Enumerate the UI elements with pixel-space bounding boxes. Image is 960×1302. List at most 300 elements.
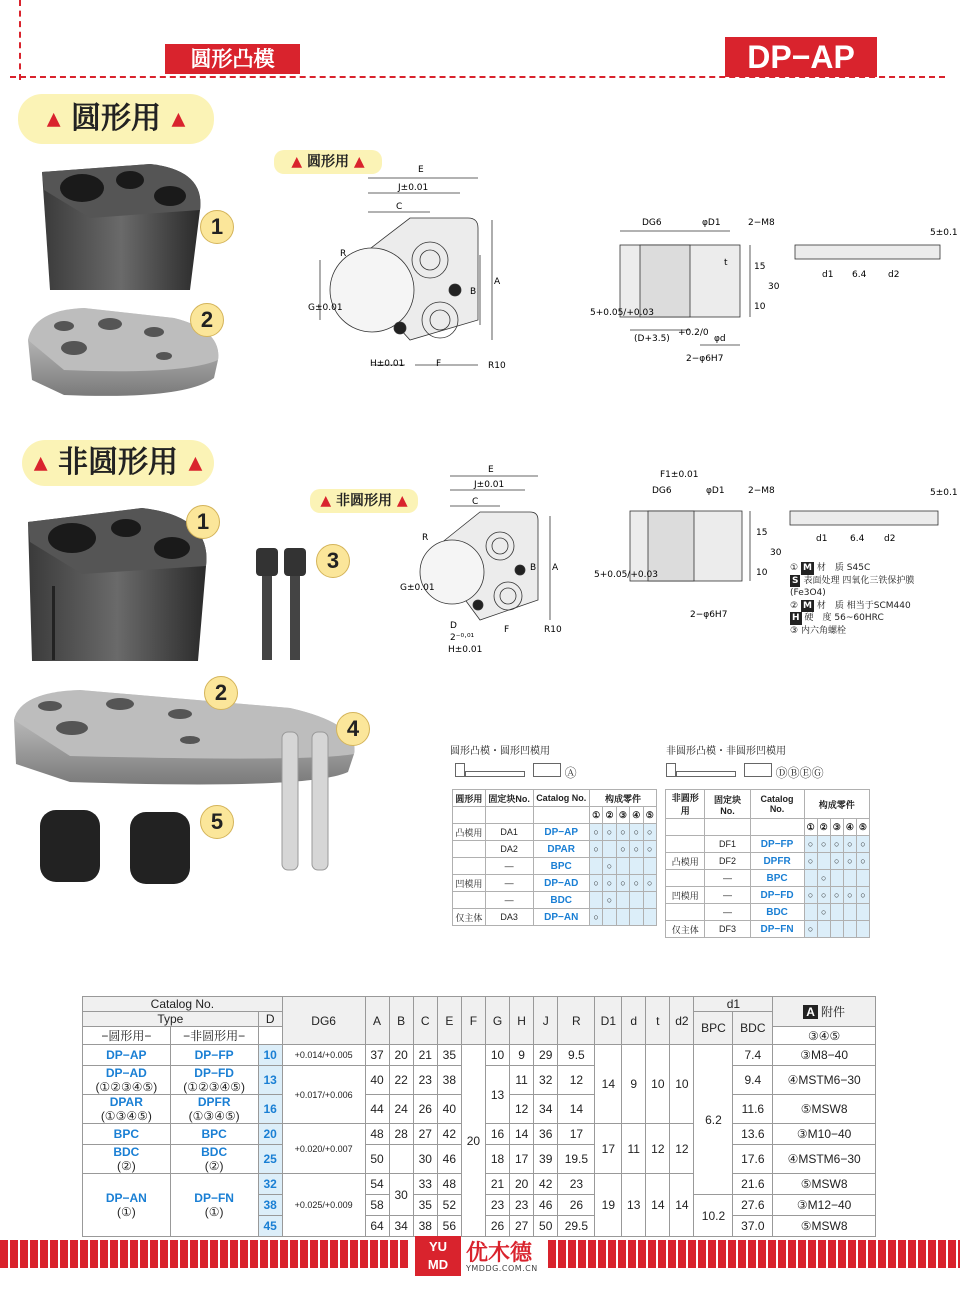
spec-G: 10 <box>485 1045 509 1066</box>
spec-d2: 12 <box>670 1124 694 1174</box>
round-catalog: BPC <box>533 858 589 875</box>
spec-d: 16 <box>258 1095 282 1124</box>
dim-G-nr: G±0.01 <box>400 583 435 593</box>
nonround-catalog: BPC <box>750 870 804 887</box>
spec-A: 50 <box>365 1145 389 1174</box>
type-sub: (①②③④⑤) <box>183 1080 246 1094</box>
nonround-mark: ○ <box>817 904 830 921</box>
spec-B: 34 <box>389 1216 413 1237</box>
nonround-mark: ○ <box>843 853 856 870</box>
footer-stripe-left <box>0 1240 408 1268</box>
section-round-title <box>18 94 214 144</box>
dim-F-nr: F <box>504 625 510 635</box>
attachment-a-icon: A <box>803 1005 818 1019</box>
dim-tol: +0.2/0 <box>678 328 709 338</box>
parts-header-row <box>453 790 657 807</box>
round-mark <box>603 841 616 858</box>
section-round-text: 圆形用 <box>71 101 161 136</box>
type-sub: (①) <box>116 1205 136 1219</box>
round-catalog: DPAR <box>533 841 589 858</box>
nonround-mark: ○ <box>804 921 817 938</box>
attach-label: 附件 <box>820 1005 845 1019</box>
dim-F: F <box>436 359 442 369</box>
nonround-block: DF1 <box>705 836 750 853</box>
round-row <box>453 875 657 892</box>
round-group: 凹模用 <box>453 875 486 892</box>
type-name: BDC <box>113 1145 140 1159</box>
badge-2: 2 <box>190 303 224 337</box>
nonround-block: DF2 <box>705 853 750 870</box>
spec-d: 38 <box>258 1195 282 1216</box>
dim-2-nr: 2⁻⁰·⁰¹ <box>450 633 475 643</box>
spec-C: 30 <box>413 1145 437 1174</box>
attach-sub: ③④⑤ <box>773 1027 876 1045</box>
spec-bdc: 11.6 <box>733 1095 773 1124</box>
type-nonround <box>170 1145 258 1174</box>
badge-1: 1 <box>200 210 234 244</box>
spec-E: 48 <box>437 1174 461 1195</box>
spec-bpc: 6.2 <box>694 1045 733 1195</box>
dim-G: G±0.01 <box>308 303 343 313</box>
nonround-mark <box>856 921 869 938</box>
round-row <box>453 841 657 858</box>
spec-A: 64 <box>365 1216 389 1237</box>
type-name: BPC <box>113 1127 139 1141</box>
triangle-icon: ▲ <box>171 108 186 130</box>
dim-D35: (D+3.5) <box>634 334 670 344</box>
nonround-mark: ○ <box>830 853 843 870</box>
dim-R10-nr: R10 <box>544 625 562 635</box>
product-code: DP−AP <box>725 37 877 77</box>
spec-attach: ③M8−40 <box>773 1045 876 1066</box>
spec-H: 17 <box>510 1145 534 1174</box>
dim-5-01: 5±0.1 <box>930 228 958 238</box>
dim-J: J±0.01 <box>398 183 429 193</box>
nonround-group <box>666 904 705 921</box>
dim-E-nr: E <box>488 465 494 475</box>
nonround-punch-symbol: ⒹⒷⒺⒼ <box>666 763 866 785</box>
round-mark <box>630 858 643 875</box>
type-sub: (②) <box>116 1159 136 1173</box>
spec-row <box>83 1045 876 1066</box>
spec-E: 38 <box>437 1066 461 1095</box>
spec-R: 26 <box>558 1195 595 1216</box>
spec-attach: ④MSTM6−30 <box>773 1145 876 1174</box>
nonround-part-col: ⑤ <box>856 819 869 836</box>
spec-C: 27 <box>413 1124 437 1145</box>
spec-col-B: B <box>389 997 413 1045</box>
material-note-value: 相当于SCM440 <box>846 600 911 611</box>
spec-C: 26 <box>413 1095 437 1124</box>
spec-J: 50 <box>534 1216 558 1237</box>
nonround-group: 凹模用 <box>666 887 705 904</box>
nonround-part-col: ② <box>817 819 830 836</box>
round-mark: ○ <box>630 875 643 892</box>
round-mark: ○ <box>630 824 643 841</box>
dim-E: E <box>418 165 424 175</box>
round-mark <box>616 858 629 875</box>
type-name: BPC <box>201 1127 227 1141</box>
round-mark <box>630 892 643 909</box>
blank <box>666 819 705 836</box>
nonround-mark <box>843 870 856 887</box>
spec-bpc-header: BPC <box>694 1012 733 1045</box>
diagram-round-label: ▲ 圆形用 ▲ <box>274 150 382 174</box>
nonround-mark: ○ <box>804 836 817 853</box>
spec-bdc: 27.6 <box>733 1195 773 1216</box>
round-mark <box>643 909 656 926</box>
type-sub: (①②③④⑤) <box>95 1080 158 1094</box>
nonround-mark: ○ <box>804 853 817 870</box>
spec-bdc: 37.0 <box>733 1216 773 1237</box>
round-col-group: 圆形用 <box>453 790 486 807</box>
round-part-col: ④ <box>630 807 643 824</box>
brand-name: 优木德 <box>466 1241 533 1266</box>
spec-bdc-header: BDC <box>733 1012 773 1045</box>
round-mark <box>643 858 656 875</box>
nonround-mark: ○ <box>843 836 856 853</box>
blank <box>533 807 589 824</box>
spec-bdc: 13.6 <box>733 1124 773 1145</box>
round-mark: ○ <box>616 841 629 858</box>
material-note-row <box>790 562 950 575</box>
spec-H: 20 <box>510 1174 534 1195</box>
nonround-block: — <box>705 887 750 904</box>
material-note-value: S45C <box>846 563 871 573</box>
dim-M8-nr: 2−M8 <box>748 486 775 496</box>
type-nonround <box>170 1045 258 1066</box>
round-mark: ○ <box>603 824 616 841</box>
dim-10: 10 <box>754 302 766 312</box>
parts-table-nonround <box>665 789 870 938</box>
dim-5-01-nr: 5±0.1 <box>930 488 958 498</box>
nonround-mark <box>843 904 856 921</box>
spec-col-G: G <box>485 997 509 1045</box>
spec-table <box>82 996 876 1237</box>
dim-J-nr: J±0.01 <box>474 480 505 490</box>
triangle-icon: ▲ <box>33 452 48 474</box>
spec-bdc: 7.4 <box>733 1045 773 1066</box>
nonround-row <box>666 870 870 887</box>
spec-E: 56 <box>437 1216 461 1237</box>
spec-bdc: 21.6 <box>733 1174 773 1195</box>
spec-J: 36 <box>534 1124 558 1145</box>
nonround-catalog: DP−FN <box>750 921 804 938</box>
dim-phi6: 2−φ6H7 <box>686 354 724 364</box>
spec-dg6: +0.025/+0.009 <box>282 1174 365 1237</box>
spec-J: 42 <box>534 1174 558 1195</box>
round-row <box>453 909 657 926</box>
type-sub: (①③④⑤) <box>188 1109 240 1123</box>
dowel-pin-image <box>276 728 340 874</box>
spec-D1: 14 <box>595 1045 622 1124</box>
material-s-icon: S <box>792 575 799 586</box>
nonround-mark <box>804 904 817 921</box>
round-mark <box>630 909 643 926</box>
category-tag: 圆形凸模 <box>165 44 300 74</box>
dim-A-nr: A <box>552 563 559 573</box>
material-note-label: 表面处理 <box>803 575 843 586</box>
type-sub: (①) <box>204 1205 224 1219</box>
nonround-group <box>666 836 705 853</box>
dim-5-tol: 5+0.05/+0.03 <box>590 308 654 318</box>
spec-d: 11 <box>622 1124 646 1174</box>
spec-R: 19.5 <box>558 1145 595 1174</box>
set-screw-image <box>30 800 210 890</box>
material-note-value: 56~60HRC <box>834 613 884 623</box>
material-m-icon: M <box>802 563 812 573</box>
spec-d-header: D <box>258 1012 282 1027</box>
round-catalog: BDC <box>533 892 589 909</box>
spec-H: 11 <box>510 1066 534 1095</box>
nonround-part-col: ④ <box>843 819 856 836</box>
nonround-row <box>666 904 870 921</box>
spec-D1: 19 <box>595 1174 622 1237</box>
spec-col-R: R <box>558 997 595 1045</box>
material-note-label: 材 质 <box>816 600 847 611</box>
side-view-drawing-round <box>590 205 958 375</box>
spec-d: 20 <box>258 1124 282 1145</box>
nonround-group: 仅主体 <box>666 921 705 938</box>
nonround-catalog: DPFR <box>750 853 804 870</box>
spec-bpc: 10.2 <box>694 1195 733 1237</box>
spec-D1: 17 <box>595 1124 622 1174</box>
nonround-row <box>666 853 870 870</box>
spec-E: 46 <box>437 1145 461 1174</box>
badge-2-nonround: 2 <box>204 676 238 710</box>
spec-d: 32 <box>258 1174 282 1195</box>
round-row <box>453 824 657 841</box>
dim-d1: d1 <box>822 270 834 280</box>
spec-B: 28 <box>389 1124 413 1145</box>
nonround-mark <box>856 904 869 921</box>
spec-G: 23 <box>485 1195 509 1216</box>
spec-t: 10 <box>646 1045 670 1124</box>
nonround-mark: ○ <box>843 887 856 904</box>
nonround-mark <box>830 921 843 938</box>
diagram-nonround-label: ▲ 非圆形用 ▲ <box>310 489 418 513</box>
nonround-mark <box>856 870 869 887</box>
round-block: DA2 <box>485 841 533 858</box>
type-round <box>83 1124 171 1145</box>
type-name: DP−FP <box>194 1048 234 1062</box>
spec-C: 21 <box>413 1045 437 1066</box>
dim-R: R <box>340 249 347 259</box>
spec-col-d: d <box>622 997 646 1045</box>
spec-E: 52 <box>437 1195 461 1216</box>
material-note-row <box>790 625 950 638</box>
dim-d2: d2 <box>888 270 900 280</box>
spec-R: 23 <box>558 1174 595 1195</box>
spec-B: 22 <box>389 1066 413 1095</box>
dim-C-nr: C <box>472 497 479 507</box>
nonround-mark: ○ <box>804 887 817 904</box>
spec-F: 20 <box>461 1045 485 1237</box>
spec-R: 9.5 <box>558 1045 595 1066</box>
spec-d: 45 <box>258 1216 282 1237</box>
nonround-mark: ○ <box>856 836 869 853</box>
nonround-catalog: BDC <box>750 904 804 921</box>
spec-H: 14 <box>510 1124 534 1145</box>
corner-mark-vertical <box>19 0 21 80</box>
spec-C: 33 <box>413 1174 437 1195</box>
dim-A: A <box>494 277 501 287</box>
spec-G: 13 <box>485 1066 509 1124</box>
type-name: BDC <box>201 1145 228 1159</box>
spec-G: 18 <box>485 1145 509 1174</box>
spec-attach: ⑤MSW8 <box>773 1174 876 1195</box>
spec-E: 42 <box>437 1124 461 1145</box>
brand-logo: YU MD <box>415 1236 461 1276</box>
badge-5: 5 <box>200 805 234 839</box>
round-mark: ○ <box>589 824 602 841</box>
dim-B: B <box>470 287 477 297</box>
dim-F1: F1±0.01 <box>660 470 699 480</box>
nonround-mark: ○ <box>830 836 843 853</box>
spec-bdc: 9.4 <box>733 1066 773 1095</box>
round-group <box>453 892 486 909</box>
round-row <box>453 892 657 909</box>
material-note-num: ③ <box>790 625 801 636</box>
blank <box>453 807 486 824</box>
material-m-icon: M <box>802 600 812 611</box>
round-type-label: −圆形用− <box>83 1027 171 1045</box>
type-name: DP−AD <box>105 1066 147 1080</box>
dim-B-nr: B <box>530 563 537 573</box>
type-name: DP−AP <box>106 1048 147 1062</box>
material-note-row <box>790 575 950 600</box>
type-name: DP−AN <box>105 1191 147 1205</box>
nonround-row <box>666 887 870 904</box>
dim-R-nr: R <box>422 533 429 543</box>
footer-stripe-right <box>548 1240 960 1268</box>
round-mark: ○ <box>589 875 602 892</box>
badge-3: 3 <box>316 544 350 578</box>
nonround-mark: ○ <box>856 887 869 904</box>
type-sub: (②) <box>204 1159 224 1173</box>
spec-G: 16 <box>485 1124 509 1145</box>
round-mark <box>643 892 656 909</box>
spec-H: 12 <box>510 1095 534 1124</box>
triangle-icon: ▲ <box>188 452 203 474</box>
round-col-parts: 构成零件 <box>589 790 656 807</box>
round-mark <box>616 892 629 909</box>
spec-B <box>389 1145 413 1174</box>
badge-4: 4 <box>336 712 370 746</box>
spec-R: 29.5 <box>558 1216 595 1237</box>
dim-phiD1-nr: φD1 <box>706 486 725 496</box>
nonround-part-col: ① <box>804 819 817 836</box>
dim-d2-nr: d2 <box>884 534 896 544</box>
nonround-mark <box>804 870 817 887</box>
spec-J: 34 <box>534 1095 558 1124</box>
spec-H: 27 <box>510 1216 534 1237</box>
spec-C: 23 <box>413 1066 437 1095</box>
spec-R: 14 <box>558 1095 595 1124</box>
badge-1-nonround: 1 <box>186 505 220 539</box>
dim-M8: 2−M8 <box>748 218 775 228</box>
type-name: DP−FD <box>194 1066 234 1080</box>
spec-col-H: H <box>510 997 534 1045</box>
nonround-mark: ○ <box>817 836 830 853</box>
spec-col-E: E <box>437 997 461 1045</box>
nonround-col-group: 非圆形用 <box>666 790 705 819</box>
nonround-part-col: ③ <box>830 819 843 836</box>
round-col-catalog: Catalog No. <box>533 790 589 807</box>
spec-type-header: Type <box>83 1012 259 1027</box>
spec-E: 40 <box>437 1095 461 1124</box>
triangle-icon: ▲ <box>320 493 332 509</box>
round-block: DA3 <box>485 909 533 926</box>
round-part-col: ⑤ <box>643 807 656 824</box>
round-group <box>453 841 486 858</box>
blank <box>750 819 804 836</box>
spec-R: 12 <box>558 1066 595 1095</box>
round-mark <box>589 858 602 875</box>
dim-15: 15 <box>754 262 766 272</box>
dim-C: C <box>396 202 403 212</box>
nonround-mark <box>817 853 830 870</box>
type-round <box>83 1145 171 1174</box>
dim-DG6: DG6 <box>642 218 662 228</box>
type-round <box>83 1095 171 1124</box>
top-view-drawing-round <box>300 160 530 380</box>
round-part-col: ① <box>589 807 602 824</box>
round-mark: ○ <box>603 858 616 875</box>
spec-col-A: A <box>365 997 389 1045</box>
nonround-block: — <box>705 904 750 921</box>
parts-table-round <box>452 789 657 926</box>
material-note-num: ② <box>790 600 801 611</box>
spec-J: 32 <box>534 1066 558 1095</box>
spec-A: 37 <box>365 1045 389 1066</box>
spec-dg6: +0.014/+0.005 <box>282 1045 365 1066</box>
dim-phi6-nr: 2−φ6H7 <box>690 610 728 620</box>
spec-d1-header: d1 <box>694 997 773 1012</box>
spec-col-DG6: DG6 <box>282 997 365 1045</box>
spec-d: 10 <box>258 1045 282 1066</box>
spec-C: 38 <box>413 1216 437 1237</box>
triangle-icon: ▲ <box>291 154 303 170</box>
round-part-col: ③ <box>616 807 629 824</box>
nonround-mark: ○ <box>856 853 869 870</box>
nonround-mark <box>817 921 830 938</box>
spec-E: 35 <box>437 1045 461 1066</box>
material-notes <box>790 562 950 637</box>
spec-attach: ⑤MSW8 <box>773 1216 876 1237</box>
round-mark: ○ <box>616 824 629 841</box>
spec-header-row-1 <box>83 997 876 1012</box>
top-view-drawing-nonround <box>400 460 570 655</box>
round-punch-symbol: Ⓐ <box>455 763 655 785</box>
round-block: — <box>485 858 533 875</box>
dim-6-4-nr: 6.4 <box>850 534 865 544</box>
dim-phiD1: φD1 <box>702 218 721 228</box>
parts-table-round-title: 圆形凸模・圆形凹模用 <box>450 746 550 757</box>
material-note-row <box>790 600 950 613</box>
dim-d1-nr: d1 <box>816 534 828 544</box>
round-group: 仅主体 <box>453 909 486 926</box>
dim-30-nr: 30 <box>770 548 782 558</box>
round-mark <box>616 909 629 926</box>
spec-col-D1: D1 <box>595 997 622 1045</box>
dim-5-tol-nr: 5+0.05/+0.03 <box>594 570 658 580</box>
spec-attach: ④MSTM6−30 <box>773 1066 876 1095</box>
spec-bdc: 17.6 <box>733 1145 773 1174</box>
spec-J: 29 <box>534 1045 558 1066</box>
spec-R: 17 <box>558 1124 595 1145</box>
round-mark: ○ <box>603 892 616 909</box>
